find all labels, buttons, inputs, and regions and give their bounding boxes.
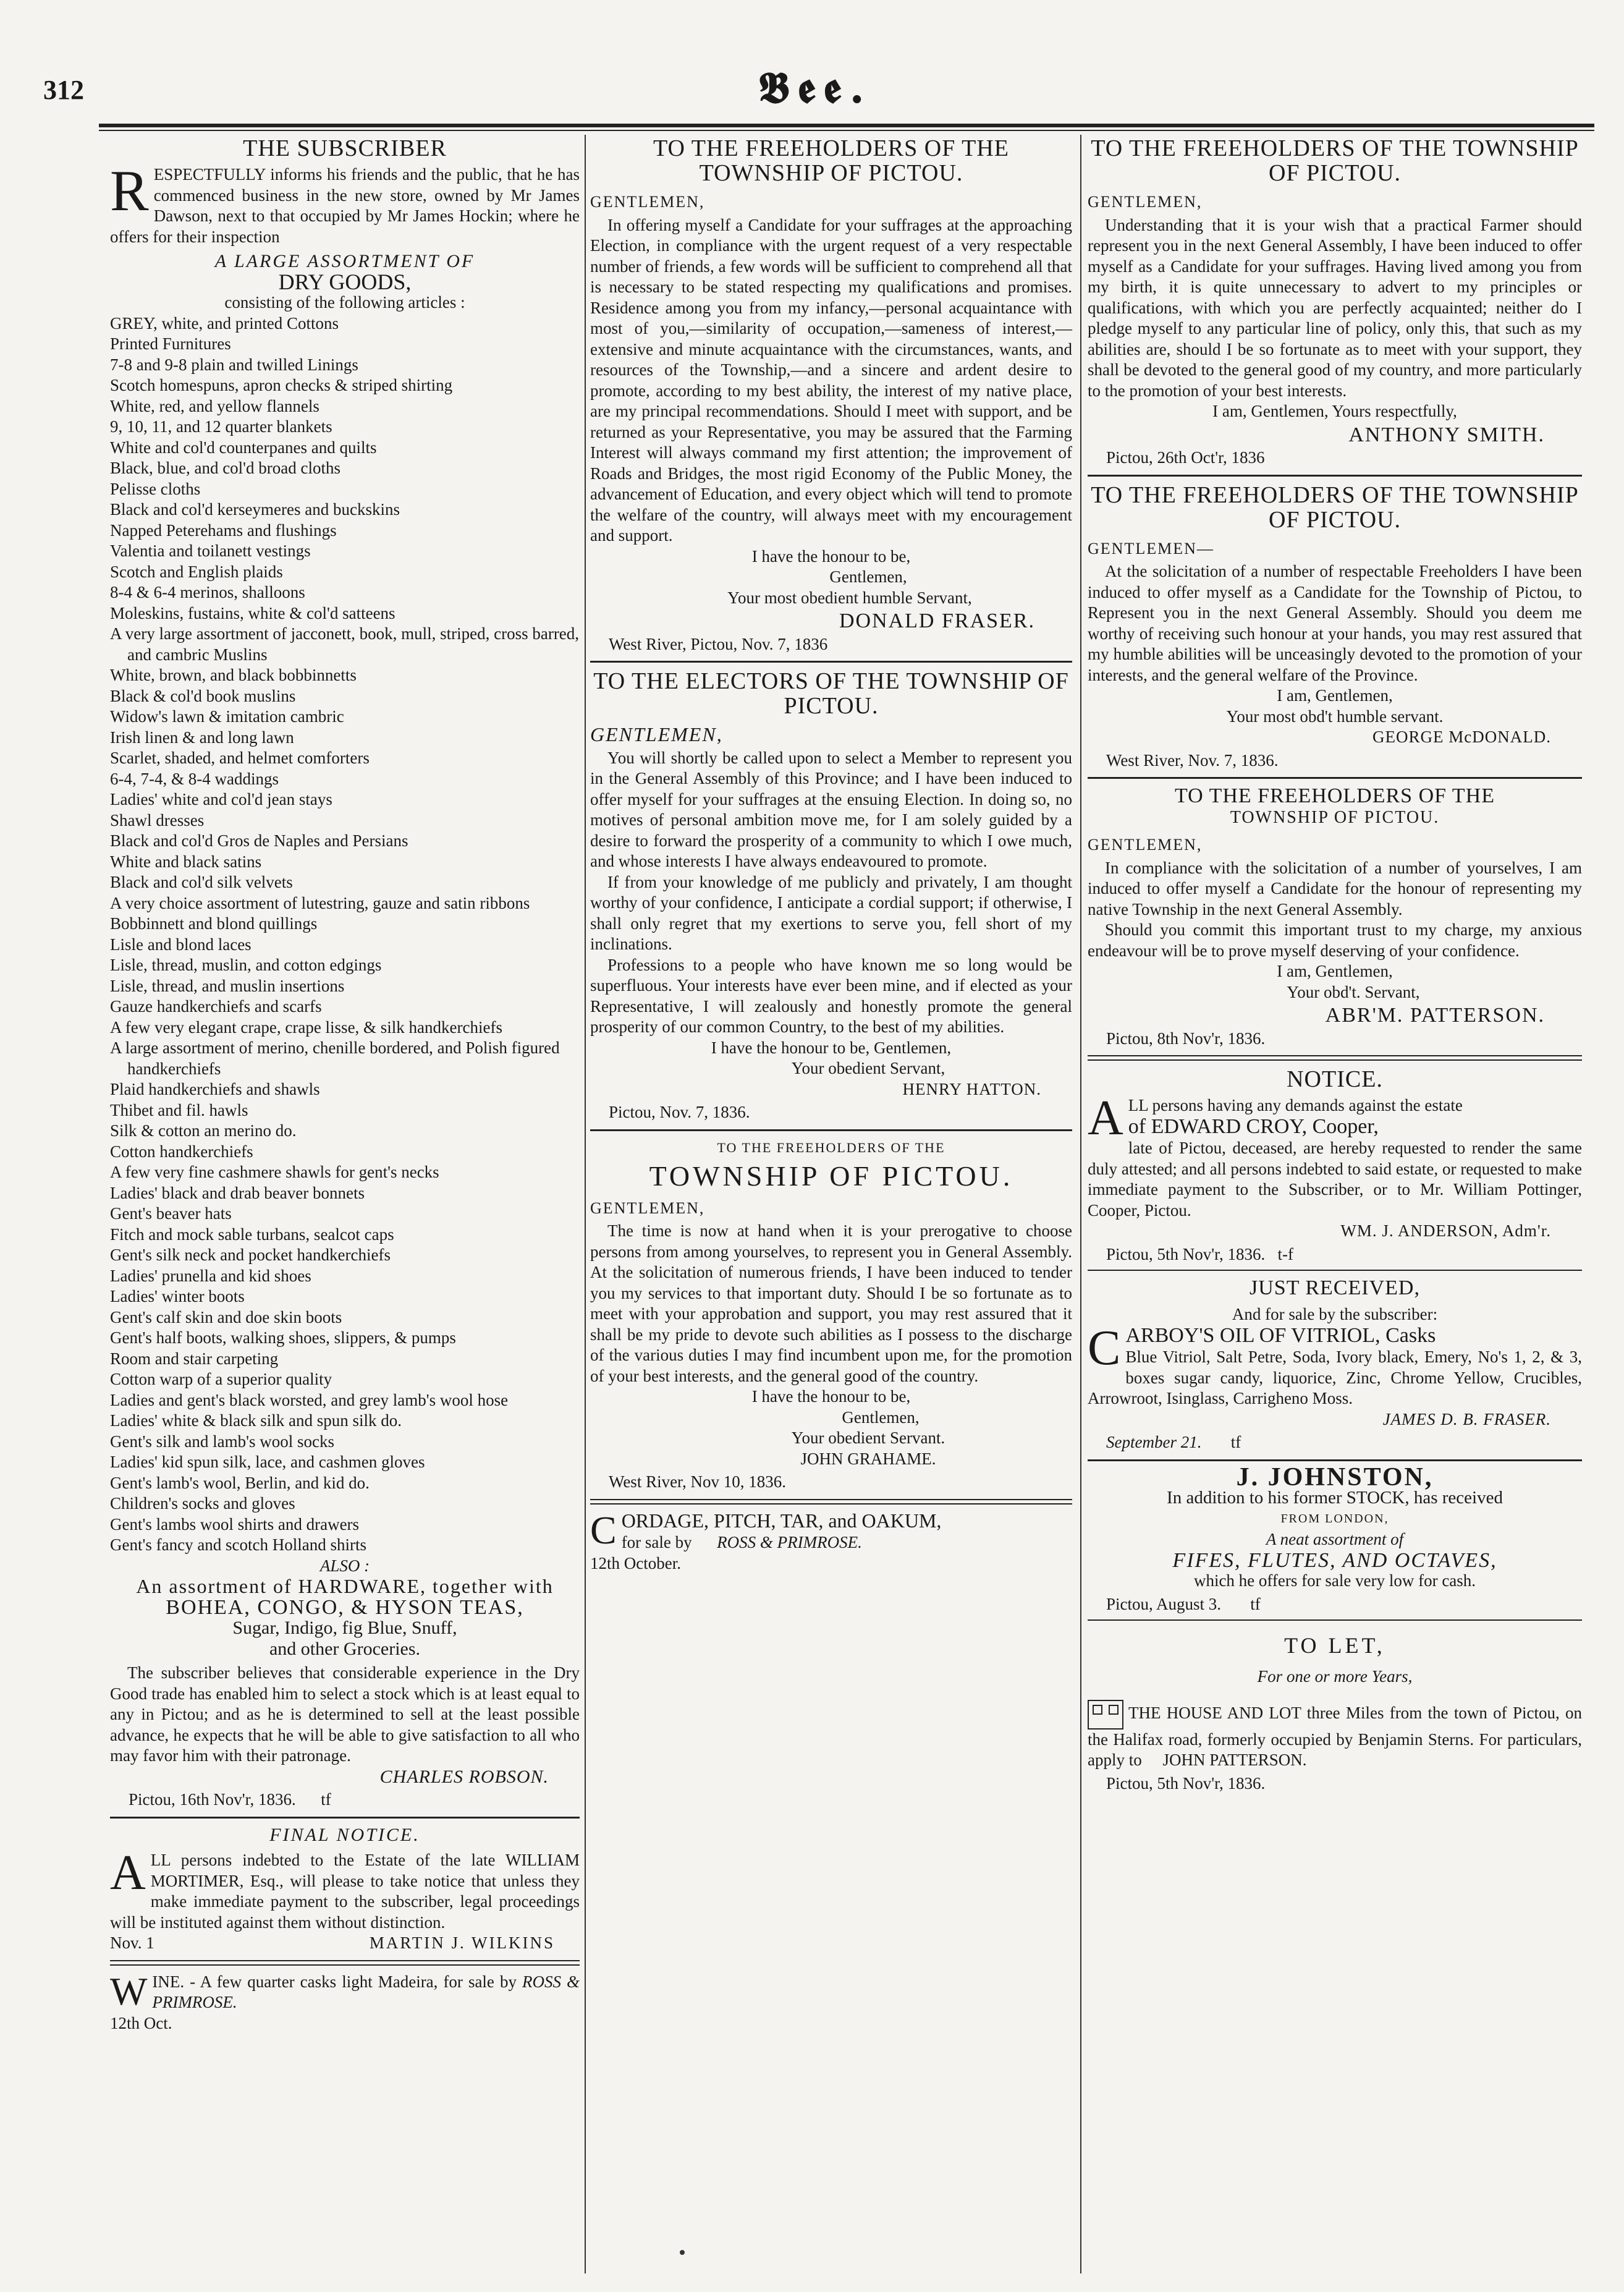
goods-list-item: Ladies' prunella and kid shoes <box>110 1266 311 1285</box>
robson-date-text: Pictou, 16th Nov'r, 1836. <box>129 1790 296 1809</box>
goods-list-item: 6-4, 7-4, & 8-4 waddings <box>110 769 279 788</box>
patterson-salutation: GENTLEMEN, <box>1088 836 1203 854</box>
wine-text: INE. - A few quarter casks light Madeira, for sale by <box>152 1972 517 1991</box>
separator <box>110 1817 580 1819</box>
received-body <box>1088 1320 1582 1409</box>
goods-list-item: Ladies' black and drab beaver bonnets <box>110 1183 365 1202</box>
fraser-servant: Your most obedient humble Servant, <box>727 588 972 607</box>
mcdonald-heading: TO THE FREEHOLDERS OF THE TOWNSHIP OF PICTOU. <box>1091 482 1579 533</box>
goods-list-item: A very large assortment of jacconett, book, mull, striped, cross barred, and cambric Muslins <box>110 624 580 664</box>
cordage-for-sale: for sale by <box>621 1533 692 1551</box>
electors-para-1: You will shortly be called upon to select a Member to represent you in the General Assembly of this Province; and I have been induced to offer myself for your suffrages at the ensuing Election. In doing so, no motives of personal ambition move me, for I am solely guided by a desire to forward the prosperity of a community to which I owe much, and whose interests I have always endeavoured to promote. <box>590 748 1072 870</box>
double-rule <box>110 1960 580 1966</box>
notice-name: of EDWARD CROY, Cooper, <box>1128 1114 1379 1138</box>
dry-goods-heading: DRY GOODS, <box>278 269 412 294</box>
page-number: 312 <box>43 75 84 105</box>
goods-list-item: 8-4 & 6-4 merinos, shalloons <box>110 583 305 601</box>
wine-ad <box>110 1969 580 2034</box>
final-notice-heading: FINAL NOTICE. <box>269 1824 420 1845</box>
hatton-date: Pictou, Nov. 7, 1836. <box>609 1103 750 1121</box>
grahame-heading-small: TO THE FREEHOLDERS OF THE <box>717 1139 945 1155</box>
drop-cap: C <box>1088 1320 1121 1375</box>
double-rule <box>1088 1055 1582 1061</box>
goods-list-item: Gent's beaver hats <box>110 1204 232 1223</box>
drop-cap: W <box>110 1969 148 2013</box>
goods-list-item: Black & col'd book muslins <box>110 686 296 705</box>
goods-list-item: Fitch and mock sable turbans, sealcot caps <box>110 1225 394 1244</box>
goods-list-item: Gauze handkerchiefs and scarfs <box>110 997 322 1016</box>
fraser-date: West River, Pictou, Nov. 7, 1836 <box>609 634 828 653</box>
top-rule-thin <box>99 130 1594 131</box>
goods-list-item: Gent's fancy and scotch Holland shirts <box>110 1535 367 1554</box>
separator <box>1088 1270 1582 1271</box>
goods-list-item: Black and col'd kerseymeres and buckskins <box>110 500 400 519</box>
grahame-heading-large: TOWNSHIP OF PICTOU. <box>649 1160 1013 1192</box>
smith-body: Understanding that it is your wish that a practical Farmer should represent you in the next General Assembly, I have been induced to offer myself as a Candidate for your suffrages. Having lived among you from my birth, it is quite unnecessary to advert to my principles or qualifications, with which you are perfectly acquainted; neither do I pledge myself to any particular line of policy, only this, that such as my abilities are, should I be so fortunate as to meet with your support, they shall be devoted to the general good of my country, and more particularly to the promotion of your best interests. <box>1088 215 1582 400</box>
notice-date-text: Pictou, 5th Nov'r, 1836. <box>1106 1244 1266 1263</box>
smith-salutation: GENTLEMEN, <box>1088 193 1203 211</box>
notice-line-1: LL persons having any demands against the estate <box>1128 1096 1463 1114</box>
goods-list-item: Valentia and toilanett vestings <box>110 541 311 560</box>
goods-list-item: Thibet and fil. hawls <box>110 1100 248 1119</box>
johnston-line-2: FROM LONDON, <box>1280 1511 1389 1526</box>
smith-date: Pictou, 26th Oct'r, 1836 <box>1106 448 1265 467</box>
final-notice-date: Nov. 1 <box>110 1933 154 1952</box>
column-1 <box>110 135 580 2034</box>
hardware-line-3: Sugar, Indigo, fig Blue, Snuff, <box>232 1618 457 1638</box>
electors-servant: Your obedient Servant, <box>791 1059 945 1077</box>
cordage-ad <box>590 1508 1072 1574</box>
johnston-date-text: Pictou, August 3. <box>1106 1594 1222 1613</box>
notice-text: late of Pictou, deceased, are hereby requested to render the same duly attested; and all persons indebted to said estate, or requested to make immediate payment to the Subscriber, or to Mr. William Pottinger, Cooper, Pictou. <box>1088 1139 1582 1220</box>
mcdonald-closing: I am, Gentlemen, <box>1277 686 1393 705</box>
patterson-heading-2: TOWNSHIP OF PICTOU. <box>1230 808 1440 827</box>
smith-signature: ANTHONY SMITH. <box>1348 423 1545 446</box>
separator <box>590 661 1072 663</box>
grahame-servant: Your obedient Servant. <box>791 1428 945 1447</box>
subscriber-closing: The subscriber believes that considerable experience in the Dry Good trade has enabled him to select a stock which is at least equal to any in Pictou; and as he is determined to sell at the least possible advance, he expects that he will be able to give satisfaction to all who may favor him with their patronage. <box>110 1663 580 1765</box>
goods-list-item: Ladies' white and col'd jean stays <box>110 790 332 809</box>
patterson-date: Pictou, 8th Nov'r, 1836. <box>1106 1029 1266 1048</box>
mcdonald-signature: GEORGE McDONALD. <box>1372 728 1551 746</box>
patterson-para-2: Should you commit this important trust to my charge, my anxious endeavour will be to prove myself deserving of your confidence. <box>1088 920 1582 960</box>
goods-list-item: White, red, and yellow flannels <box>110 396 319 415</box>
goods-list-item: Scarlet, shaded, and helmet comforters <box>110 749 370 767</box>
fraser-signature: DONALD FRASER. <box>839 609 1035 632</box>
received-date <box>1106 1432 1582 1453</box>
johnston-name: J. JOHNSTON, <box>1236 1462 1434 1492</box>
electors-honour: I have the honour to be, Gentlemen, <box>711 1038 952 1057</box>
electors-salutation: GENTLEMEN, <box>590 723 723 745</box>
received-tf: tf <box>1230 1433 1241 1451</box>
subscriber-intro-text: ESPECTFULLY informs his friends and the public, that he has commenced business in the new store, owned by Mr James Dawson, next to that occupied by Mr James Hockin; where he offers for their inspection <box>110 165 580 246</box>
to-let-body <box>1088 1700 1582 1771</box>
johnston-line-3: A neat assortment of <box>1266 1530 1404 1548</box>
goods-list-item: Black, blue, and col'd broad cloths <box>110 459 341 477</box>
fraser-honour: I have the honour to be, <box>751 546 911 566</box>
cordage-text: ORDAGE, PITCH, TAR, and OAKUM, <box>621 1509 942 1532</box>
johnston-line-1: In addition to his former STOCK, has received <box>1167 1488 1503 1508</box>
goods-list-item: Ladies' kid spun silk, lace, and cashmen gloves <box>110 1453 425 1471</box>
goods-list-item: Gent's silk neck and pocket handkerchiefs <box>110 1246 391 1264</box>
column-2 <box>590 135 1072 1574</box>
goods-list-item: Gent's lambs wool shirts and drawers <box>110 1514 360 1534</box>
goods-list-item: Black and col'd Gros de Naples and Persians <box>110 831 408 850</box>
goods-list <box>110 313 580 1556</box>
goods-list-item: 7-8 and 9-8 plain and twilled Linings <box>110 355 358 374</box>
goods-list-item: Scotch and English plaids <box>110 562 283 581</box>
patterson-servant: Your obd't. Servant, <box>1287 982 1420 1001</box>
received-date-text: September 21. <box>1106 1433 1202 1451</box>
grahame-body: The time is now at hand when it is your prerogative to choose persons from among yourselves, to represent you in General Assembly. At the solicitation of numerous friends, I have been induced to tender you my services to that important duty. Should I be so fortunate as to meet with your approbation and support, you may rest assured that it shall be my pride to devote such abilities as I possess to the discharge of the various duties I may find incumbent upon me, for the promotion of your best interests, and the general good of the country. <box>590 1221 1072 1385</box>
anderson-signature: WM. J. ANDERSON, Adm'r. <box>1340 1221 1551 1240</box>
goods-list-item: GREY, white, and printed Cottons <box>110 313 339 333</box>
goods-list-item: Plaid handkerchiefs and shawls <box>110 1080 320 1098</box>
cordage-date: 12th October. <box>590 1553 681 1573</box>
column-3 <box>1088 135 1582 1796</box>
goods-list-item: Ladies and gent's black worsted, and grey lamb's wool hose <box>110 1390 509 1409</box>
to-let-heading: TO LET, <box>1284 1633 1385 1658</box>
goods-list-item: Lisle, thread, and muslin insertions <box>110 976 345 995</box>
goods-list-item: Ladies' white & black silk and spun silk do. <box>110 1411 402 1430</box>
top-rule <box>99 124 1594 127</box>
column-divider-1 <box>585 135 586 2273</box>
johnston-date <box>1106 1594 1582 1615</box>
goods-list-item: White, brown, and black bobbinnetts <box>110 666 357 684</box>
goods-list-item: Room and stair carpeting <box>110 1349 279 1368</box>
robson-signature: CHARLES ROBSON. <box>379 1766 549 1787</box>
to-let-contact: JOHN PATTERSON. <box>1162 1751 1307 1769</box>
to-let-sub: For one or more Years, <box>1257 1667 1413 1686</box>
goods-list-item: Silk & cotton an merino do. <box>110 1121 297 1140</box>
goods-list-item: Printed Furnitures <box>110 334 231 353</box>
hardware-line-2: BOHEA, CONGO, & HYSON TEAS, <box>166 1595 524 1619</box>
goods-list-item: Pelisse cloths <box>110 479 201 498</box>
jdb-fraser-signature: JAMES D. B. FRASER. <box>1382 1409 1551 1428</box>
received-sub: And for sale by the subscriber: <box>1232 1305 1438 1323</box>
fraser-body: In offering myself a Candidate for your suffrages at the approaching Election, in compliance with the urgent request of a very respectable number of friends, a few words will be sufficient to comprehend all that is necessary to be stated respecting my qualifications and promises. Residence among you from my infancy,—personal acquaintance with most of you,—similarity of occupation,—sameness of interest,—extensive and minute acquaintance with the circumstances, wants, and resources of the Township,—and a sincere and ardent desire to promote, according to my best ability, the interest of my native place, are my principal recommendations. Should I meet with support, and be returned as your Representative, you may be assured that the Farming Interest will always command my first attention; the improvement of Roads and Bridges, the most rigid Economy of the Public Money, the advancement of Education, and every object which will tend to promote the welfare of the country, will always meet with my encouragement and support. <box>590 215 1072 545</box>
johnston-line-5: which he offers for sale very low for cash. <box>1193 1571 1476 1590</box>
assortment-title: A LARGE ASSORTMENT OF <box>214 251 475 271</box>
goods-list-item: Gent's lamb's wool, Berlin, and kid do. <box>110 1473 370 1492</box>
patterson-heading: TO THE FREEHOLDERS OF THE <box>1174 784 1495 807</box>
goods-list-item: Lisle, thread, muslin, and cotton edgings <box>110 956 382 974</box>
smith-heading: TO THE FREEHOLDERS OF THE TOWNSHIP OF PICTOU. <box>1091 135 1579 186</box>
separator <box>590 1129 1072 1131</box>
goods-list-item: Cotton handkerchiefs <box>110 1142 253 1161</box>
separator <box>1088 475 1582 477</box>
grahame-salutation: GENTLEMEN, <box>590 1199 705 1217</box>
wine-seller: ROSS & PRIMROSE. <box>152 1972 580 2011</box>
drop-cap: A <box>110 1846 146 1900</box>
johnston-line-4: FIFES, FLUTES, AND OCTAVES, <box>1172 1548 1497 1572</box>
goods-list-item: Cotton warp of a superior quality <box>110 1370 332 1388</box>
electors-heading: TO THE ELECTORS OF THE TOWNSHIP OF PICTOU. <box>593 668 1069 719</box>
separator <box>1088 1619 1582 1621</box>
notice-tf: t-f <box>1277 1244 1294 1263</box>
also-label: ALSO : <box>319 1556 370 1575</box>
grahame-honour: I have the honour to be, <box>751 1387 911 1406</box>
grahame-gentlemen: Gentlemen, <box>842 1407 920 1427</box>
mcdonald-salutation: GENTLEMEN— <box>1088 539 1214 558</box>
wilkins-signature: MARTIN J. WILKINS <box>369 1933 555 1952</box>
grahame-signature: JOHN GRAHAME. <box>800 1449 936 1468</box>
notice-body <box>1088 1091 1582 1221</box>
notice-heading: NOTICE. <box>1287 1066 1383 1092</box>
goods-list-item: Scotch homespuns, apron checks & striped shirting <box>110 376 453 394</box>
fraser-heading: TO THE FREEHOLDERS OF THE TOWNSHIP OF PICTOU. <box>653 135 1010 186</box>
to-let-date: Pictou, 5th Nov'r, 1836. <box>1106 1773 1266 1793</box>
fraser-gentlemen: Gentlemen, <box>829 567 907 586</box>
electors-para-3: Professions to a people who have known me so long would be superfluous. Your interests have ever been mine, and if elected as your Representative, I will zealously and honestly promote the general prosperity of our common Country, to the best of my abilities. <box>590 955 1072 1036</box>
smith-closing: I am, Gentlemen, Yours respectfully, <box>1212 402 1457 420</box>
hardware-line-4: and other Groceries. <box>269 1638 421 1659</box>
to-let-text: THE HOUSE AND LOT three Miles from the town of Pictou, on the Halifax road, formerly occupied by Benjamin Sterns. For particulars, apply to <box>1088 1703 1582 1769</box>
goods-list-item: Ladies' winter boots <box>110 1287 245 1305</box>
column-divider-2 <box>1080 135 1081 2273</box>
goods-list-item: A very choice assortment of lutestring, gauze and satin ribbons <box>110 893 530 912</box>
goods-list-item: Gent's silk and lamb's wool socks <box>110 1432 334 1451</box>
goods-list-item: A few very elegant crape, crape lisse, & silk handkerchiefs <box>110 1017 502 1037</box>
drop-cap: A <box>1088 1091 1123 1145</box>
ink-dot <box>680 2250 685 2255</box>
final-notice-text: LL persons indebted to the Estate of the late WILLIAM MORTIMER, Esq., will please to take notice that unless they make immediate payment to the subscriber, legal proceedings will be instituted against them without distinction. <box>110 1851 580 1932</box>
goods-list-item: Black and col'd silk velvets <box>110 873 293 891</box>
separator <box>1088 1459 1582 1461</box>
goods-list-item: A large assortment of merino, chenille bordered, and Polish figured handkerchiefs <box>110 1038 560 1078</box>
notice-date <box>1106 1244 1582 1265</box>
final-notice-body <box>110 1846 580 1933</box>
double-rule <box>590 1499 1072 1505</box>
electors-para-2: If from your knowledge of me publicly and privately, I am thought worthy of your confidence, I anticipate a cordial support; if otherwise, I shall only regret that my exertions to serve you, fell short of my inclinations. <box>590 872 1072 953</box>
drop-cap: C <box>590 1508 617 1552</box>
goods-list-item: Moleskins, fustains, white & col'd satteens <box>110 603 395 622</box>
goods-list-item: White and col'd counterpanes and quilts <box>110 438 377 457</box>
goods-list-item: 9, 10, 11, and 12 quarter blankets <box>110 417 332 436</box>
patterson-signature: ABR'M. PATTERSON. <box>1325 1004 1545 1027</box>
wine-date: 12th Oct. <box>110 2013 172 2032</box>
goods-list-item: Children's socks and gloves <box>110 1494 295 1513</box>
separator <box>1088 777 1582 779</box>
goods-list-item: A few very fine cashmere shawls for gent's necks <box>110 1163 439 1181</box>
patterson-para-1: In compliance with the solicitation of a number of yourselves, I am induced to offer myself a Candidate for the honour of representing my native Township in the next General Assembly. <box>1088 858 1582 919</box>
goods-list-item: Lisle and blond laces <box>110 935 252 954</box>
mcdonald-body: At the solicitation of a number of respectable Freeholders I have been induced to offer myself as a Candidate for the Township of Pictou, to Represent you in the next General Assembly. Should you deem me worthy of receiving such honour at your hands, you may rest assured that my humble abilities will be unceasingly devoted to the promotion of your interests, and the general welfare of the Province. <box>1088 562 1582 684</box>
subscriber-heading: THE SUBSCRIBER <box>243 135 447 161</box>
goods-list-item: White and black satins <box>110 852 262 871</box>
drop-cap: R <box>110 159 149 223</box>
final-notice-footer <box>110 1933 580 1954</box>
goods-list-item: Irish linen & and long lawn <box>110 728 294 747</box>
house-icon <box>1088 1700 1123 1730</box>
goods-list-item: Gent's calf skin and doe skin boots <box>110 1307 342 1326</box>
cordage-seller: ROSS & PRIMROSE. <box>717 1533 862 1551</box>
goods-list-item: Bobbinnett and blond quillings <box>110 914 318 933</box>
goods-list-item: Gent's half boots, walking shoes, slippers, & pumps <box>110 1328 456 1347</box>
grahame-date: West River, Nov 10, 1836. <box>609 1472 786 1491</box>
johnston-tf: tf <box>1250 1594 1261 1613</box>
goods-list-item: Shawl dresses <box>110 810 205 830</box>
robson-tf: tf <box>321 1790 331 1809</box>
consisting-line: consisting of the following articles : <box>224 293 465 312</box>
hardware-line-1: An assortment of HARDWARE, together with <box>136 1575 554 1597</box>
mcdonald-date: West River, Nov. 7, 1836. <box>1106 750 1279 770</box>
received-line-1: ARBOY'S OIL OF VITRIOL, Casks <box>1125 1323 1436 1347</box>
fraser-salutation: GENTLEMEN, <box>590 193 705 211</box>
masthead: 𝕭𝖊𝖊. <box>758 62 873 113</box>
goods-list-item: Widow's lawn & imitation cambric <box>110 707 344 726</box>
received-heading: JUST RECEIVED, <box>1250 1276 1420 1299</box>
subscriber-intro <box>110 159 580 247</box>
received-text: Blue Vitriol, Salt Petre, Soda, Ivory black, Emery, No's 1, 2, & 3, boxes sugar candy, liquorice, Zinc, Chrome Yellow, Crucibles, Arrowroot, Isinglass, Carrigheno Moss. <box>1088 1348 1582 1407</box>
goods-list-item: Napped Peterehams and flushings <box>110 520 337 540</box>
hatton-signature: HENRY HATTON. <box>902 1079 1041 1098</box>
patterson-closing: I am, Gentlemen, <box>1277 962 1393 980</box>
robson-date <box>129 1789 580 1810</box>
mcdonald-servant: Your most obd't humble servant. <box>1226 707 1444 726</box>
